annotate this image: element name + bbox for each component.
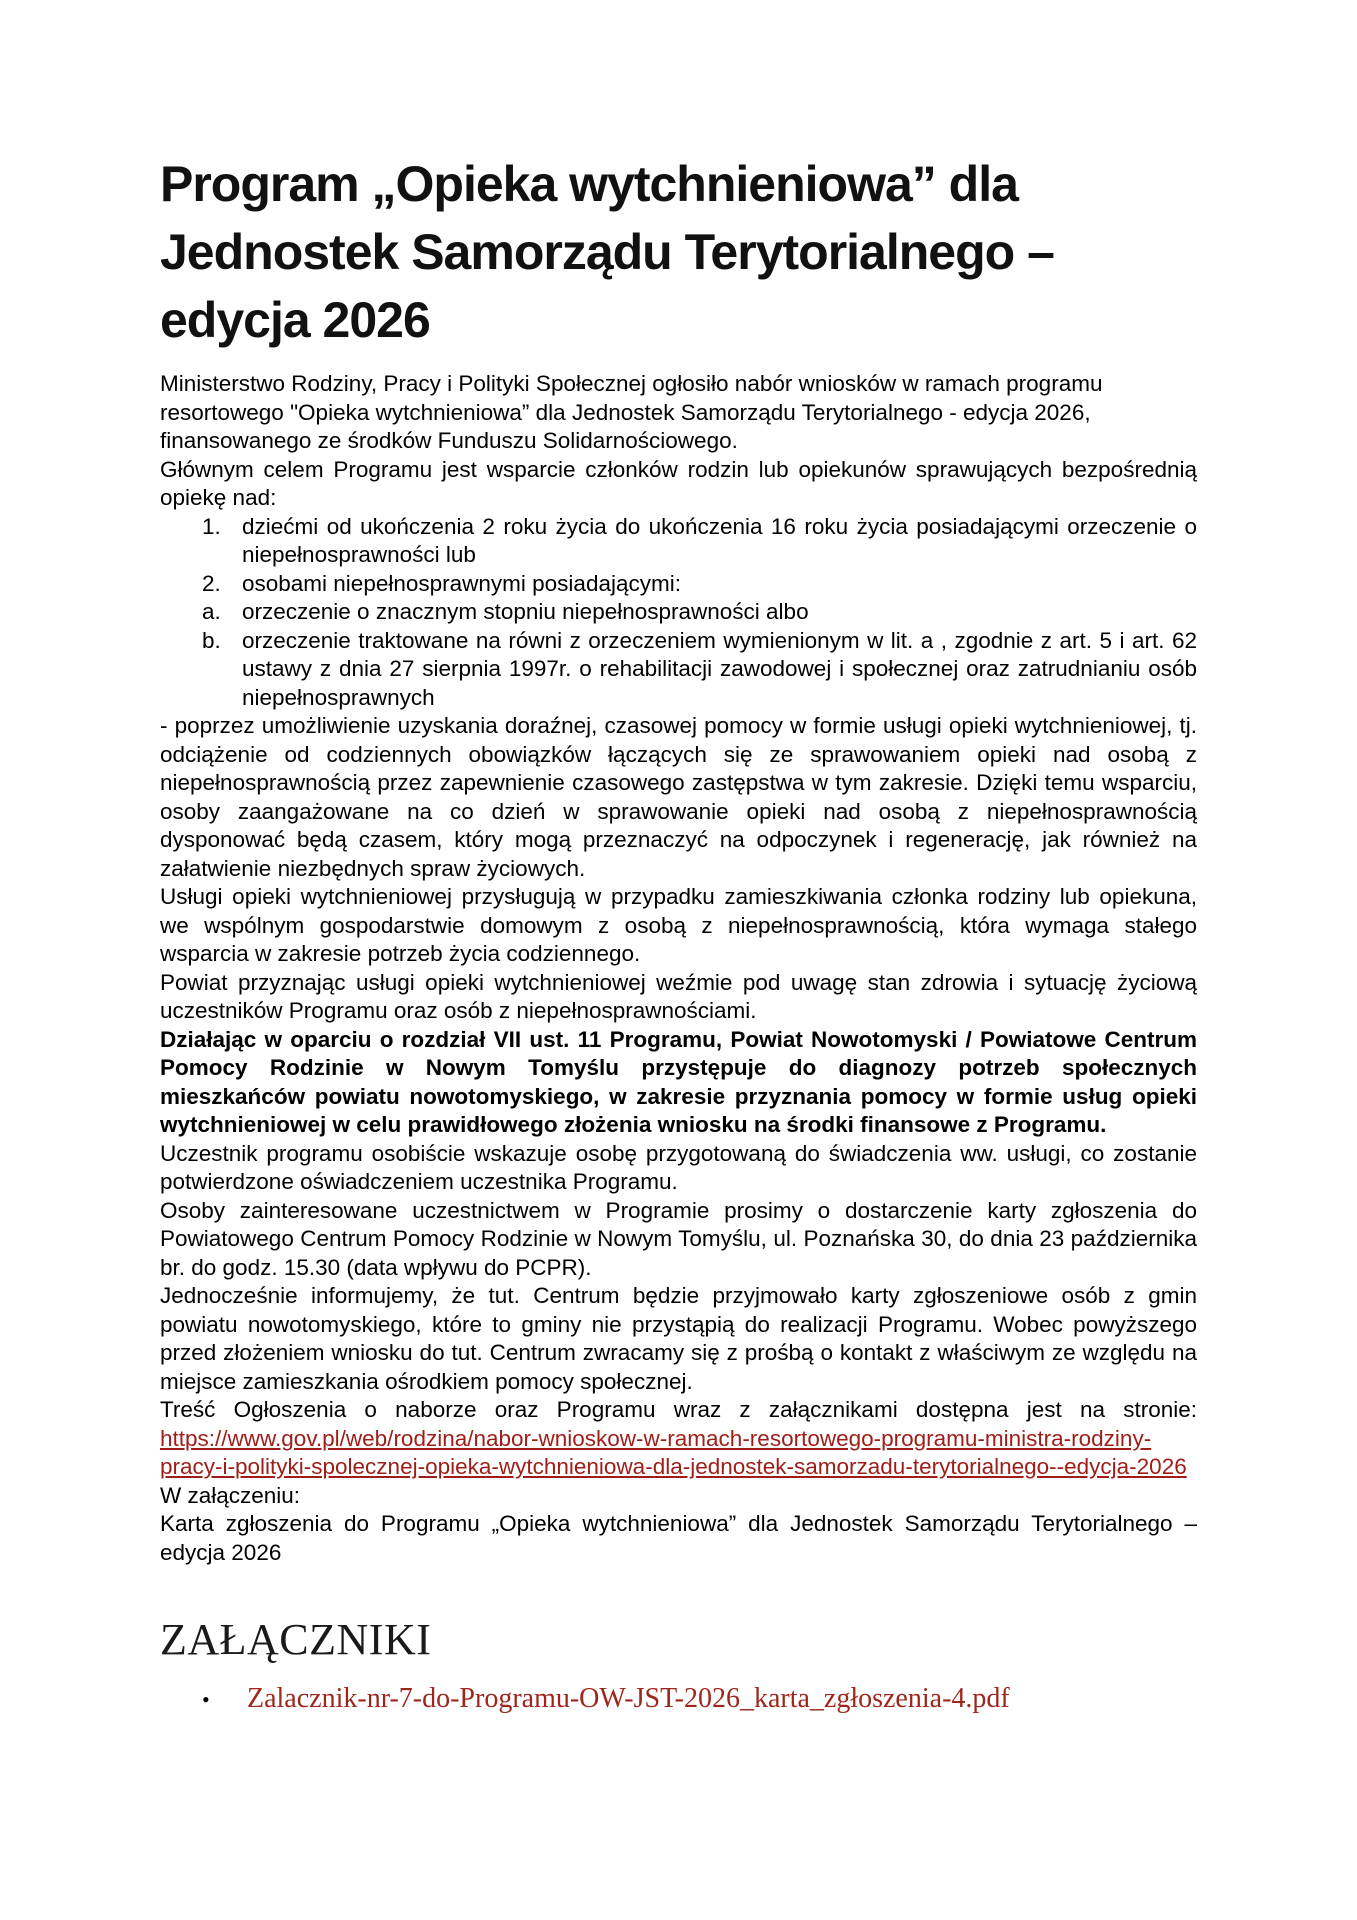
paragraph: Jednocześnie informujemy, że tut. Centrum będzie przyjmowało karty zgłoszeniowe osób z gmin powiatu nowotomyskiego, które to gminy nie przystąpią do realizacji Programu. Wobec powyższego przed złożeniem wniosku do tut. Centrum zwracamy się z prośbą o kontakt z właściwym ze względu na miejsce zamieszkania ośrodkiem pomocy społecznej. (160, 1283, 1197, 1394)
attachments-list (160, 1681, 1197, 1718)
list-item-text: orzeczenie traktowane na równi z orzeczeniem wymienionym w lit. a , zgodnie z art. 5 i art. 62 ustawy z dnia 27 sierpnia 1997r. o rehabilitacji zawodowej i społecznej oraz zatrudnianiu osób niepełnosprawnych (242, 627, 1197, 710)
paragraph: Powiat przyznając usługi opieki wytchnieniowej weźmie pod uwagę stan zdrowia i sytuację życiową uczestników Programu oraz osób z niepełnosprawnościami. (160, 969, 1197, 1023)
bullet-icon: • (202, 1687, 210, 1712)
paragraph: W załączeniu: (160, 1482, 301, 1508)
list-item-text: osobami niepełnosprawnymi posiadającymi: (242, 570, 681, 596)
list-marker: b. (202, 627, 221, 653)
attachment-list-item (160, 1681, 1197, 1718)
paragraph: Usługi opieki wytchnieniowej przysługują w przypadku zamieszkiwania członka rodziny lub opiekuna, we wspólnym gospodarstwie domowym z osobą z niepełnosprawnością, która wymaga stałego wsparcia w zakresie potrzeb życia codziennego. (160, 884, 1197, 966)
paragraph: Ministerstwo Rodziny, Pracy i Polityki Społecznej ogłosiło nabór wniosków w ramach programu resortowego "Opieka wytchnieniowa” dla Jednostek Samorządu Terytorialnego - edycja 2026, finansowanego ze środków Funduszu Solidarnościowego. (160, 371, 1103, 453)
document-title: Program „Opieka wytchnieniowa” dla Jednostek Samorządu Terytorialnego – edycja 2026 (160, 156, 1054, 348)
list-item (160, 513, 1197, 570)
list-marker: 1. (202, 513, 221, 539)
list-item (160, 598, 1197, 627)
paragraph: - poprzez umożliwienie uzyskania doraźnej, czasowej pomocy w formie usługi opieki wytchnieniowej, tj. odciążenie od codziennych obowiązków łączących się ze sprawowaniem opieki nad osobą z niepełnosprawnością przez zapewnienie czasowego zastępstwa w tym zakresie. Dzięki temu wsparciu, osoby zaangażowane na co dzień w sprawowanie opieki nad osobą z niepełnosprawnością dysponować będą czasem, który mogą przeznaczyć na odpoczynek i regenerację, jak również na załatwienie niezbędnych spraw życiowych. (160, 713, 1197, 881)
list-item (160, 570, 1197, 599)
paragraph: Działając w oparciu o rozdział VII ust. 11 Programu, Powiat Nowotomyski / Powiatowe Centrum Pomocy Rodzinie w Nowym Tomyślu przystępuje do diagnozy potrzeb społecznych mieszkańców powiatu nowotomyskiego, w zakresie przyznania pomocy w formie usług opieki wytchnieniowej w celu prawidłowego złożenia wniosku na środki finansowe z Programu. (160, 1026, 1197, 1137)
paragraph: Karta zgłoszenia do Programu „Opieka wytchnieniowa” dla Jednostek Samorządu Terytorialnego – edycja 2026 (160, 1511, 1197, 1565)
list-item-text: dziećmi od ukończenia 2 roku życia do ukończenia 16 roku życia posiadającymi orzeczenie o niepełnosprawności lub (242, 513, 1197, 567)
paragraph: Osoby zainteresowane uczestnictwem w Programie prosimy o dostarczenie karty zgłoszenia do Powiatowego Centrum Pomocy Rodzinie w Nowym Tomyślu, ul. Poznańska 30, do dnia 23 października br. do godz. 15.30 (data wpływu do PCPR). (160, 1197, 1197, 1280)
attachment-pdf-link[interactable]: Zalacznik-nr-7-do-Programu-OW-JST-2026_karta_zgłoszenia-4.pdf (247, 1683, 1010, 1714)
list-item (160, 627, 1197, 713)
paragraph-text: Treść Ogłoszenia o naborze oraz Programu wraz z załącznikami dostępna jest na stronie: (160, 1397, 1197, 1422)
list-marker: a. (202, 599, 221, 624)
attachments-heading: ZAŁĄCZNIKI (160, 1615, 432, 1664)
paragraph: Uczestnik programu osobiście wskazuje osobę przygotowaną do świadczenia ww. usługi, co zostanie potwierdzone oświadczeniem uczestnika Programu. (160, 1140, 1197, 1194)
list-marker: 2. (202, 570, 221, 596)
paragraph (160, 1396, 1197, 1482)
list-item-text: orzeczenie o znacznym stopniu niepełnosprawności albo (242, 599, 809, 624)
paragraph: Głównym celem Programu jest wsparcie członków rodzin lub opiekunów sprawujących bezpośrednią opiekę nad: (160, 456, 1197, 510)
document-body (160, 370, 1197, 1567)
gov-program-link[interactable]: https://www.gov.pl/web/rodzina/nabor-wnioskow-w-ramach-resortowego-programu-ministra-rodziny-pracy-i-polityki-spolecznej-opieka-wytchnieniowa-dla-jednostek-samorzadu-terytorialnego--edycja-2026 (160, 1425, 1187, 1479)
